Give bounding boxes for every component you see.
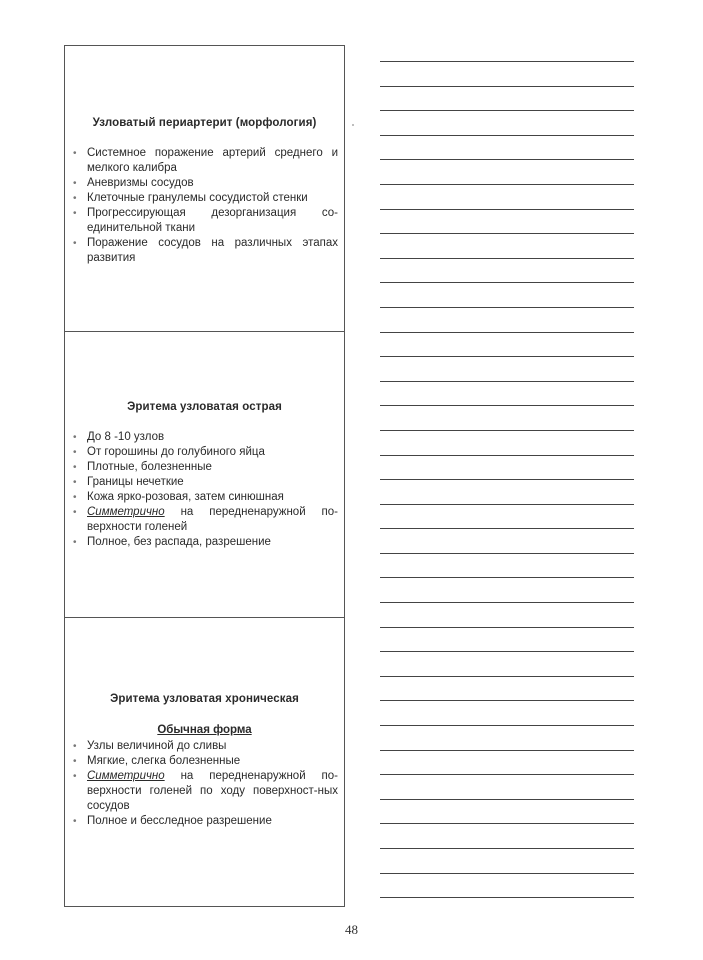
list-item-text: на передненаружной по-верхности голеней по ходу поверхност-ных сосудов: [87, 770, 338, 812]
bullet-list: [71, 430, 338, 550]
list-item: • Аневризмы сосудов: [71, 176, 338, 191]
note-line: [380, 282, 634, 283]
note-line: [380, 233, 634, 234]
note-line: [380, 479, 634, 480]
list-item: [71, 505, 338, 535]
note-line: [380, 577, 634, 578]
note-line: [380, 553, 634, 554]
note-line: [380, 676, 634, 677]
note-line: [380, 504, 634, 505]
note-line: [380, 528, 634, 529]
section-subtitle: Обычная форма: [157, 724, 252, 736]
list-item: • Границы нечеткие: [71, 475, 338, 490]
note-line: [380, 209, 634, 210]
scan-speck: [352, 124, 354, 126]
note-lines: [380, 61, 634, 922]
note-line: [380, 110, 634, 111]
cell-periarteritis: [65, 46, 344, 332]
note-line: [380, 725, 634, 726]
note-line: [380, 897, 634, 898]
cell-erythema-chronic: [65, 618, 344, 906]
list-item: • Системное поражение артерий среднего и мелкого калибра: [71, 146, 338, 176]
note-line: [380, 135, 634, 136]
cell-erythema-acute: [65, 332, 344, 618]
list-item: • Клеточные гранулемы сосудистой стенки: [71, 191, 338, 206]
bullet-list: [71, 146, 338, 266]
list-item: • Плотные, болезненные: [71, 460, 338, 475]
note-line: [380, 700, 634, 701]
page-number: 48: [345, 922, 358, 937]
section-title: Узловатый периартерит (морфология): [92, 117, 317, 129]
list-item: • Полное, без распада, разрешение: [71, 535, 338, 550]
list-item: • Кожа ярко-розовая, затем синюшная: [71, 490, 338, 505]
note-line: [380, 332, 634, 333]
bullet-list: [71, 739, 338, 829]
list-item: • Мягкие, слегка болезненные: [71, 754, 338, 769]
note-line: [380, 184, 634, 185]
emphasis-text: Симметрично: [87, 506, 165, 518]
list-item-text: на передненаружной по-верхности голеней: [87, 506, 338, 533]
note-line: [380, 455, 634, 456]
note-line: [380, 602, 634, 603]
section-title: Эритема узловатая хроническая: [110, 693, 299, 705]
note-line: [380, 258, 634, 259]
note-line: [380, 823, 634, 824]
list-item: • Поражение сосудов на различных этапах развития: [71, 236, 338, 266]
list-item: [71, 769, 338, 814]
list-item: • Прогрессирующая дезорганизация со-единительной ткани: [71, 206, 338, 236]
section-title: Эритема узловатая острая: [127, 401, 282, 413]
note-line: [380, 307, 634, 308]
note-line: [380, 774, 634, 775]
list-item: • До 8 -10 узлов: [71, 430, 338, 445]
note-line: [380, 651, 634, 652]
note-line: [380, 356, 634, 357]
note-line: [380, 750, 634, 751]
list-item: • Полное и бесследное разрешение: [71, 814, 338, 829]
note-line: [380, 381, 634, 382]
note-line: [380, 86, 634, 87]
note-line: [380, 873, 634, 874]
list-item: • От горошины до голубиного яйца: [71, 445, 338, 460]
note-line: [380, 848, 634, 849]
note-line: [380, 627, 634, 628]
list-item: • Узлы величиной до сливы: [71, 739, 338, 754]
note-line: [380, 405, 634, 406]
note-line: [380, 159, 634, 160]
note-line: [380, 799, 634, 800]
emphasis-text: Симметрично: [87, 770, 165, 782]
note-line: [380, 430, 634, 431]
content-table: [64, 45, 345, 907]
note-line: [380, 61, 634, 62]
